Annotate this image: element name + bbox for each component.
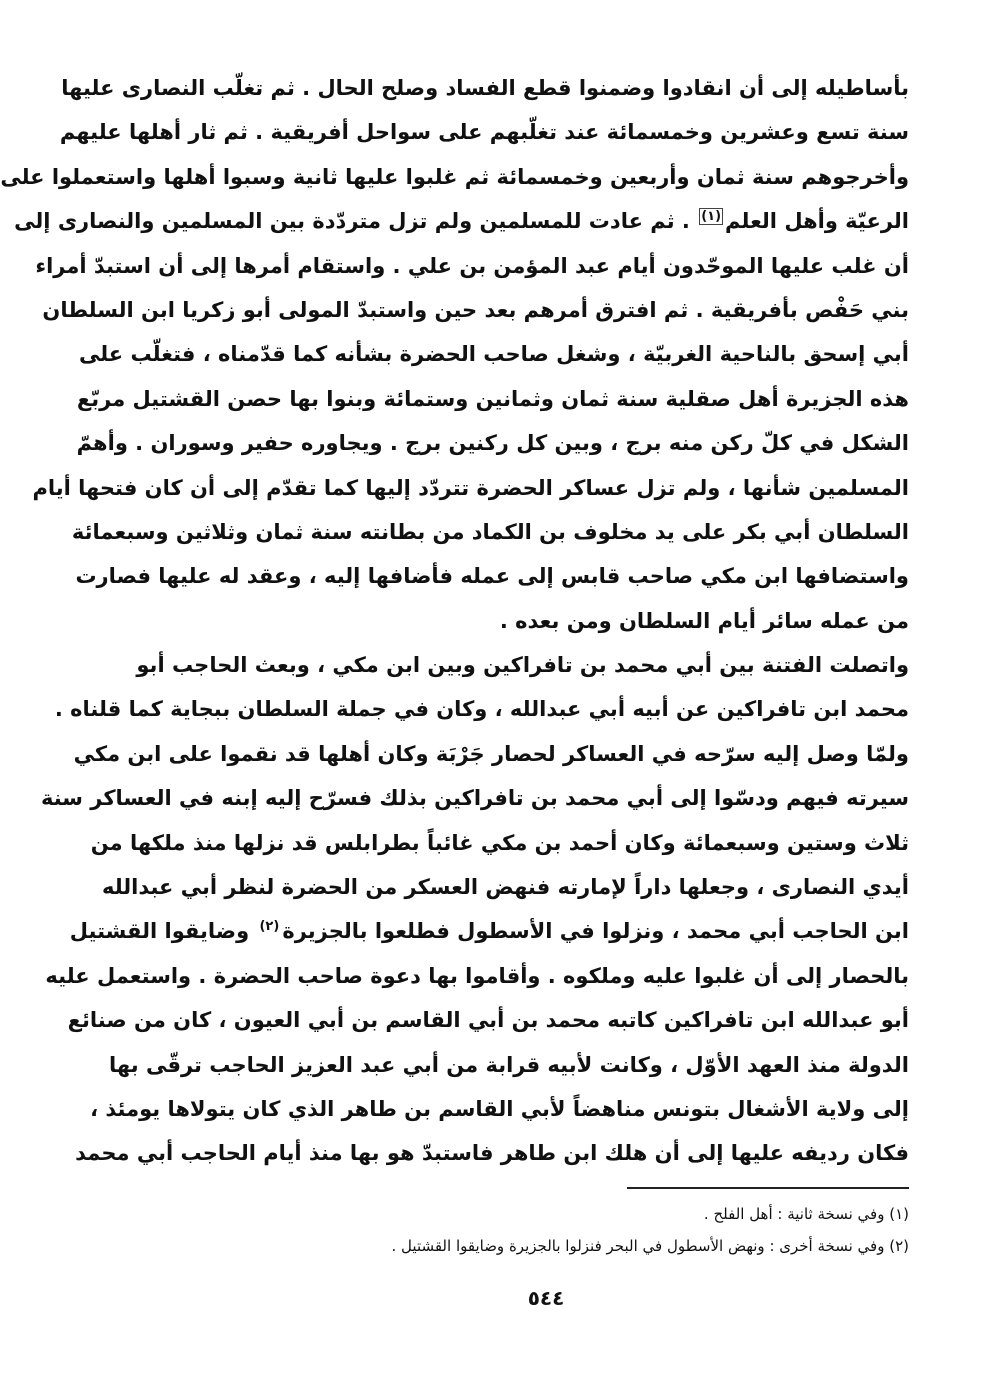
text-line: إلى ولاية الأشغال بتونس مناهضاً لأبي القاسم بن طاهر الذي كان يتولاها يومئذ ،	[90, 1096, 909, 1121]
footnotes	[181, 1198, 909, 1262]
page-number: ٥٤٤	[527, 1286, 565, 1310]
text-segment: وضايقوا القشتيل	[69, 919, 250, 944]
text-line: أبي إسحق بالناحية الغربيّة ، وشغل صاحب الحضرة بشأنه كما قدّمناه ، فتغلّب على	[78, 342, 909, 367]
text-line: سيرته فيهم ودسّوا إلى أبي محمد بن تافراكين بذلك فسرّح إليه إبنه في العساكر سنة	[41, 786, 909, 811]
text-segment: الرعيّة وأهل العلم	[725, 209, 909, 234]
text-line: بأساطيله إلى أن انقادوا وضمنوا قطع الفساد وصلح الحال . ثم تغلّب النصارى عليها	[61, 76, 909, 100]
text-line: وأخرجوهم سنة ثمان وأربعين وخمسمائة ثم غلبوا عليها ثانية وسبوا أهلها واستعملوا على	[0, 164, 909, 189]
text-line: أن غلب عليها الموحّدون أيام عبد المؤمن بن علي . واستقام أمرها إلى أن استبدّ أمراء	[35, 253, 909, 278]
footnote-ref-2: (٢)	[259, 919, 280, 935]
text-line: أيدي النصارى ، وجعلها داراً لإمارته فنهض العسكر من الحضرة لنظر أبي عبدالله	[101, 875, 909, 900]
text-line: واتصلت الفتنة بين أبي محمد بن تافراكين وبين ابن مكي ، وبعث الحاجب أبو	[136, 653, 909, 678]
footnote-2: (٢) وفي نسخة أخرى : ونهض الأسطول في البحر فنزلوا بالجزيرة وضايقوا القشتيل .	[391, 1237, 909, 1255]
footnote-1: (١) وفي نسخة ثانية : أهل الفلح .	[703, 1205, 909, 1223]
text-line: محمد ابن تافراكين عن أبيه أبي عبدالله ، وكان في جملة السلطان ببجاية كما قلناه .	[54, 697, 909, 722]
text-line-with-footnote-ref-1	[14, 199, 909, 243]
text-line: بني حَفْص بأفريقية . ثم افترق أمرهم بعد حين واستبدّ المولى أبو زكريا ابن السلطان	[42, 297, 909, 322]
text-line: من عمله سائر أيام السلطان ومن بعده .	[499, 608, 909, 633]
text-line: السلطان أبي بكر على يد مخلوف بن الكماد من بطانته سنة ثمان وثلاثين وسبعمائة	[71, 519, 909, 544]
text-line: سنة تسع وعشرين وخمسمائة عند تغلّبهم على سواحل أفريقية . ثم ثار أهلها عليهم	[59, 120, 909, 145]
text-line: بالحصار إلى أن غلبوا عليه وملكوه . وأقاموا بها دعوة صاحب الحضرة . واستعمل عليه	[45, 963, 909, 988]
text-line-with-footnote-ref-2	[69, 909, 909, 953]
text-line: أبو عبدالله ابن تافراكين كاتبه محمد بن أبي القاسم بن أبي العيون ، كان من صنائع	[67, 1008, 909, 1033]
footnote-ref-1: (١)	[701, 209, 722, 225]
text-line: المسلمين شأنها ، ولم تزل عساكر الحضرة تتردّد إليها كما تقدّم إلى أن كان فتحها أيام	[32, 475, 909, 500]
main-text	[0, 66, 909, 1176]
text-line: الشكل في كلّ ركن منه برج ، وبين كل ركنين برج . ويجاوره حفير وسوران . وأهمّ	[76, 431, 909, 456]
text-line: ثلاث وستين وسبعمائة وكان أحمد بن مكي غائباً بطرابلس قد نزلها منذ ملكها من	[90, 830, 909, 855]
text-line: واستضافها ابن مكي صاحب قابس إلى عمله فأضافها إليه ، وعقد له عليها فصارت	[75, 564, 909, 589]
footnote-divider	[627, 1187, 909, 1189]
text-line: فكان رديفه عليها إلى أن هلك ابن طاهر فاستبدّ هو بها منذ أيام الحاجب أبي محمد	[75, 1141, 909, 1166]
text-segment: ابن الحاجب أبي محمد ، ونزلوا في الأسطول فطلعوا بالجزيرة	[282, 919, 909, 944]
text-line: هذه الجزيرة أهل صقلية سنة ثمان وثمانين وستمائة وبنوا بها حصن القشتيل مربّع	[76, 386, 909, 411]
text-line: ولمّا وصل إليه سرّحه في العساكر لحصار جَرْبَة وكان أهلها قد نقموا على ابن مكي	[73, 741, 909, 766]
text-line: الدولة منذ العهد الأوّل ، وكانت لأبيه قرابة من أبي عبد العزيز الحاجب ترقّى بها	[109, 1052, 909, 1077]
text-segment: . ثم عادت للمسلمين ولم تزل متردّدة بين المسلمين والنصارى إلى	[14, 209, 690, 234]
